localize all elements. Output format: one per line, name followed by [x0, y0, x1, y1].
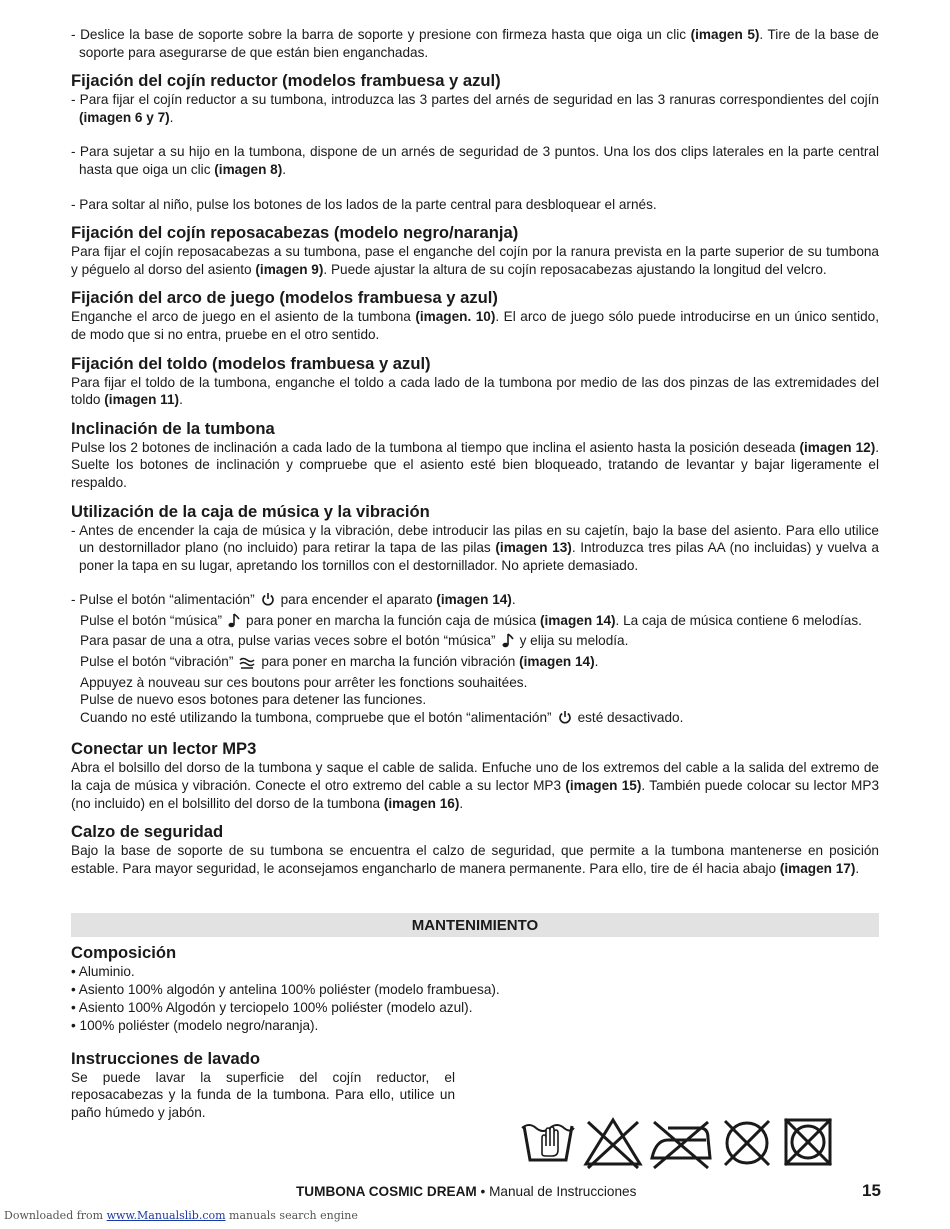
calzo-paragraph	[71, 842, 879, 877]
musica-line-appuyez: Appuyez à nouveau sur ces boutons pour arrêter les fonctions souhaitées.	[80, 674, 528, 690]
toldo-paragraph	[71, 374, 879, 409]
musica-line-vibration	[71, 653, 879, 674]
image-ref: (imagen 15)	[565, 778, 642, 794]
section-title-reposacabezas: Fijación del cojín reposacabezas (modelo negro/naranja)	[71, 223, 519, 243]
image-ref: (imagen 14)	[519, 654, 595, 670]
download-attribution	[4, 1209, 358, 1222]
manualslib-link[interactable]: www.Manualslib.com	[106, 1209, 226, 1222]
mp3-paragraph	[71, 759, 879, 812]
image-ref: (imagen 14)	[436, 592, 512, 608]
power-icon	[261, 592, 275, 612]
list-item: • Asiento 100% algodón y antelina 100% poliéster (modelo frambuesa).	[71, 982, 500, 998]
text: . Puede ajustar la altura de su cojín reposacabezas ajustando la longitud del velcro.	[323, 261, 827, 277]
reductor-paragraph-2	[71, 143, 879, 178]
vibration-icon	[239, 656, 255, 674]
text: Pulse el botón “música”	[80, 612, 223, 628]
section-title-lavado: Instrucciones de lavado	[71, 1048, 261, 1068]
text: - Pulse el botón “alimentación”	[71, 592, 255, 608]
section-title-toldo: Fijación del toldo (modelos frambuesa y azul)	[71, 353, 431, 373]
text: .	[594, 654, 599, 670]
image-ref: (imagen. 10)	[415, 309, 496, 325]
section-title-composicion: Composición	[71, 943, 177, 963]
section-banner-mantenimiento: MANTENIMIENTO	[71, 913, 879, 937]
section-title-calzo: Calzo de seguridad	[71, 822, 224, 842]
intro-text: - Deslice la base de soporte sobre la barra de soporte y presione con firmeza hasta que oiga un clic	[71, 27, 691, 42]
text: . El arco de juego sólo puede introducirse en un único sentido, de modo que si no entra, pruebe en el otro sentido.	[71, 309, 879, 342]
product-name: TUMBONA COSMIC DREAM	[296, 1184, 477, 1199]
text: Enganche el arco de juego en el asiento de la tumbona	[71, 309, 416, 325]
text: y elija su melodía.	[519, 633, 629, 649]
download-suffix: manuals search engine	[225, 1209, 358, 1222]
footer-title	[296, 1184, 636, 1199]
no-tumble-dry-icon	[782, 1116, 834, 1170]
text: . Introduzca tres pilas AA (no incluidas) y vuelva a poner la tapa en su lugar, apretando los tornillos con el destornillador. No apriete demasiado.	[79, 540, 879, 573]
section-title-inclinacion: Inclinación de la tumbona	[71, 418, 275, 438]
image-ref: (imagen 8)	[214, 161, 283, 177]
text: .	[511, 592, 516, 608]
text: para poner en marcha la función caja de música	[246, 612, 540, 628]
manual-subtitle: Manual de Instrucciones	[489, 1184, 637, 1199]
text: .	[179, 392, 183, 408]
text: .	[459, 795, 464, 811]
image-ref: (imagen 17)	[779, 860, 856, 876]
care-symbols	[520, 1116, 840, 1176]
no-dry-clean-icon	[720, 1116, 774, 1170]
page-number: 15	[862, 1181, 881, 1200]
text: para poner en marcha la función vibración	[261, 654, 520, 670]
text: Para fijar el cojín reposacabezas a su tumbona, pase el enganche del cojín por la ranura prevista en la parte superior de su tumbona y péguelo al dorso del asiento	[71, 244, 879, 277]
text: . La caja de música contiene 6 melodías.	[615, 612, 862, 628]
text: . También puede colocar su lector MP3 (no incluido) en el bolsillito del dorso de la tumbona	[71, 778, 880, 811]
text: Pulse los 2 botones de inclinación a cada lado de la tumbona al tiempo que inclina el asiento hasta la posición deseada	[71, 439, 800, 455]
musica-line-power	[71, 591, 879, 612]
musica-line-music	[71, 612, 879, 633]
no-iron-icon	[648, 1116, 714, 1170]
reductor-paragraph-3: - Para soltar al niño, pulse los botones de los lados de la parte central para desbloquear el arnés.	[71, 196, 657, 212]
image-ref: (imagen 9)	[255, 261, 324, 277]
manual-page	[71, 26, 879, 1121]
list-item: • Aluminio.	[71, 964, 135, 980]
section-title-mp3: Conectar un lector MP3	[71, 739, 257, 759]
section-title-reductor: Fijación del cojín reductor (modelos frambuesa y azul)	[71, 71, 501, 91]
intro-image-ref: (imagen 5)	[690, 27, 760, 42]
music-note-icon	[228, 613, 240, 633]
arco-paragraph	[71, 308, 879, 343]
download-prefix: Downloaded from	[4, 1209, 107, 1222]
text: .	[169, 109, 174, 125]
text: .	[282, 161, 287, 177]
text: Bajo la base de soporte de su tumbona se encuentra el calzo de seguridad, que permite a la tumbona mantenerse en posición estable. Para mayor seguridad, le aconsejamos engancharlo de manera permanente. Para ello, tire de él hacia abajo	[71, 843, 879, 876]
list-item: • Asiento 100% Algodón y terciopelo 100% poliéster (modelo azul).	[71, 1000, 473, 1015]
image-ref: (imagen 12)	[799, 439, 876, 455]
no-bleach-icon	[582, 1116, 644, 1170]
section-title-arco: Fijación del arco de juego (modelos frambuesa y azul)	[71, 288, 498, 308]
power-icon	[558, 710, 572, 730]
text: Abra el bolsillo del dorso de la tumbona y saque el cable de salida. Enfuche uno de los extremos del cable a la salida del extremo de la caja de música y vibración. Conecte el otro extremo del cable a su lector MP3	[71, 760, 879, 794]
text: Para pasar de una a otra, pulse varias veces sobre el botón “música”	[80, 633, 496, 649]
lavado-paragraph: Se puede lavar la superficie del cojín reductor, el reposacabezas y la funda de la tumbona. Para ello, utilice un paño húmedo y jabón.	[71, 1069, 455, 1120]
text: - Para sujetar a su hijo en la tumbona, dispone de un arnés de seguridad de 3 puntos. Una los dos clips laterales en la parte central hasta que oiga un clic	[71, 144, 879, 177]
text: . Suelte los botones de inclinación y compruebe que el asiento esté bien bloqueado, tratando de levantar y bajar ligeramente el respaldo.	[71, 439, 879, 490]
image-ref: (imagen 13)	[495, 540, 572, 556]
text: Cuando no esté utilizando la tumbona, compruebe que el botón “alimentación”	[80, 709, 552, 725]
text: - Antes de encender la caja de música y la vibración, debe introducir las pilas en su cajetín, bajo la base del asiento. Para ello utilice un destornillador plano (no incluido) para retirar la tapa de las pilas	[71, 522, 879, 556]
intro-text-end: . Tire de la base de soporte para asegurarse de que están bien enganchadas.	[79, 27, 879, 60]
musica-paragraph-1	[71, 522, 879, 575]
image-ref: (imagen 11)	[104, 392, 180, 408]
text: .	[855, 860, 860, 876]
text: - Para fijar el cojín reductor a su tumbona, introduzca las 3 partes del arnés de seguridad en las 3 ranuras correspondientes del cojín	[71, 92, 879, 108]
reposacabezas-paragraph	[71, 243, 879, 278]
image-ref: (imagen 14)	[540, 612, 616, 628]
inclinacion-paragraph	[71, 439, 879, 492]
text: Para fijar el toldo de la tumbona, enganche el toldo a cada lado de la tumbona por medio de las dos pinzas de las extremidades del toldo	[71, 374, 879, 408]
section-title-musica: Utilización de la caja de música y la vibración	[71, 501, 430, 521]
intro-paragraph	[71, 26, 879, 61]
musica-line-stop: Pulse de nuevo esos botones para detener las funciones.	[80, 692, 427, 708]
text: para encender el aparato	[280, 592, 437, 608]
image-ref: (imagen 16)	[383, 795, 460, 811]
musica-line-melody	[71, 632, 879, 653]
list-item: • 100% poliéster (modelo negro/naranja).	[71, 1017, 319, 1033]
image-ref: (imagen 6 y 7)	[79, 109, 170, 125]
composition-list	[71, 963, 879, 1034]
text: Pulse el botón “vibración”	[80, 654, 234, 670]
reductor-paragraph-1	[71, 91, 879, 126]
musica-line-off	[71, 709, 879, 730]
hand-wash-icon	[520, 1116, 576, 1168]
separator: •	[476, 1184, 490, 1199]
music-note-icon	[502, 633, 514, 653]
text: esté desactivado.	[577, 709, 684, 725]
